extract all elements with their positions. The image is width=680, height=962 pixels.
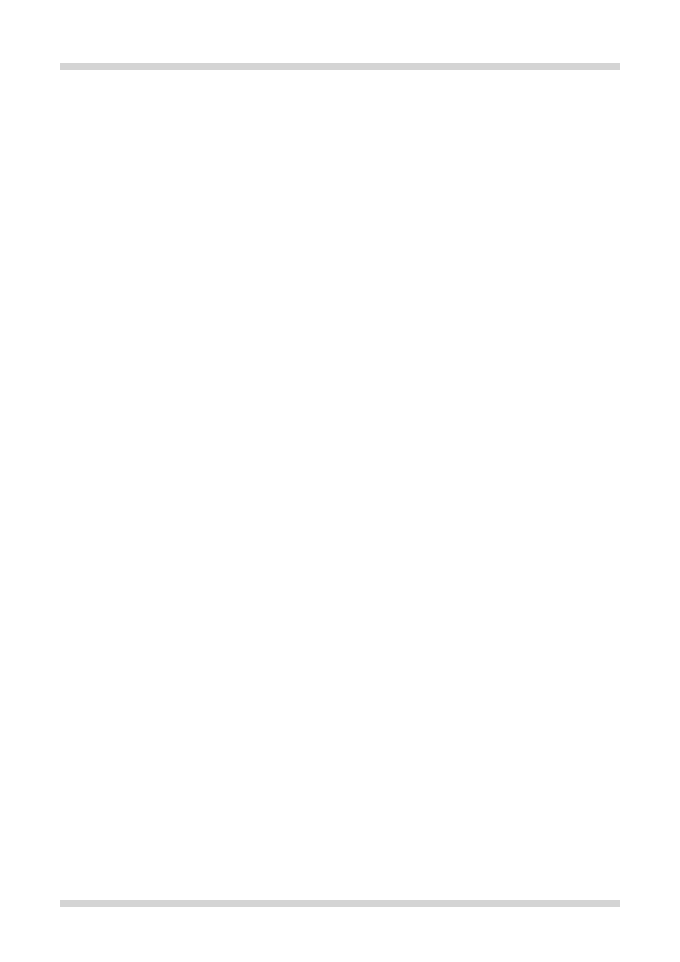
footer-divider xyxy=(60,900,620,907)
document-body xyxy=(76,88,620,105)
header-divider xyxy=(60,63,620,70)
